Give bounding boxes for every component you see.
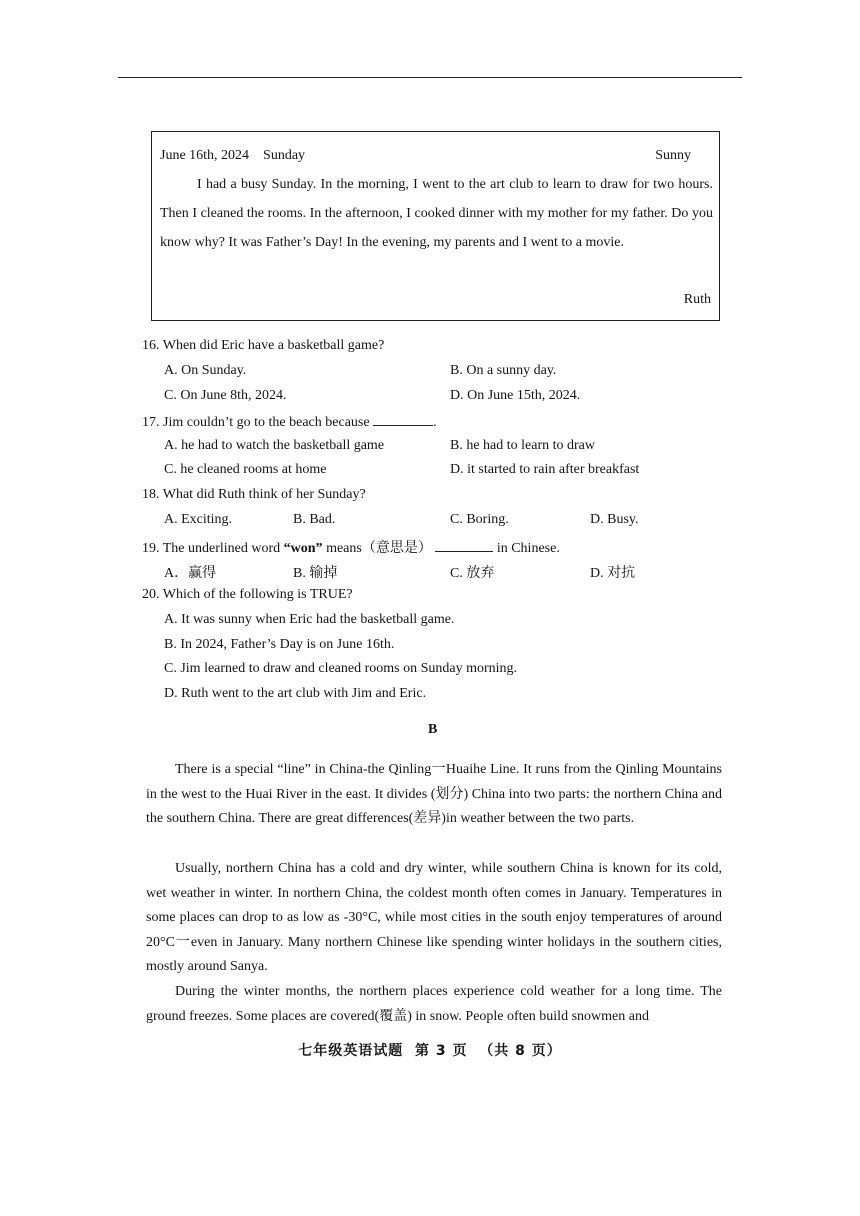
page-footer: 七年级英语试题 第 3 页 （共 8 页）: [298, 1043, 562, 1059]
diary-date: June 16th, 2024 Sunday: [160, 148, 306, 163]
q19-stem-mid: means（意思是）: [326, 541, 432, 556]
q18-option-c[interactable]: C. Boring.: [450, 512, 509, 527]
q17-stem: 17. Jim couldn’t go to the beach because: [142, 415, 370, 430]
diary-signature: Ruth: [683, 292, 711, 307]
q17-option-d[interactable]: D. it started to rain after breakfast: [450, 462, 640, 477]
question-16: 16. When did Eric have a basketball game?: [142, 338, 385, 353]
q17-option-b[interactable]: B. he had to learn to draw: [450, 438, 596, 453]
q19-target-word: “won”: [283, 541, 323, 556]
header-rule: [118, 77, 742, 78]
question-18: 18. What did Ruth think of her Sunday?: [142, 487, 366, 502]
q19-stem-end: in Chinese.: [496, 541, 560, 556]
q16-option-b[interactable]: B. On a sunny day.: [450, 363, 557, 378]
q19-blank: [435, 539, 493, 552]
q17-option-c[interactable]: C. he cleaned rooms at home: [164, 462, 327, 477]
q17-stem-end: .: [433, 415, 437, 430]
passage-paragraph-2: Usually, northern China has a cold and dry winter, while southern China is known for its cold, wet weather in winter. In northern China, the coldest month often comes in January. Temperatures in some places can drop to as low as -30°C, while most cities in the south enjoy temperatures of around 20°C一even in January. Many northern Chinese like spending winter holidays in the southern cities, mostly around Sanya.: [146, 861, 722, 974]
q19-option-a[interactable]: A．赢得: [164, 566, 217, 581]
q17-option-a[interactable]: A. he had to watch the basketball game: [164, 438, 385, 453]
q16-option-a[interactable]: A. On Sunday.: [164, 363, 247, 378]
section-b-title: B: [428, 722, 438, 737]
diary-entry-box: [151, 131, 720, 321]
passage-paragraph-1: There is a special “line” in China-the Qinling一Huaihe Line. It runs from the Qinling Mountains in the west to the Huai River in the east. It divides (划分) China into two parts: the northern China and the southern China. There are great differences(差异)in weather between the two parts.: [146, 762, 722, 826]
q16-option-d[interactable]: D. On June 15th, 2024.: [450, 388, 581, 403]
passage-paragraph-3: During the winter months, the northern places experience cold weather for a long time. The ground freezes. Some places are covered(覆盖) in snow. People often build snowmen and: [146, 984, 722, 1024]
q19-option-c[interactable]: C. 放弃: [450, 566, 495, 581]
diary-weather: Sunny: [655, 148, 691, 163]
question-20: 20. Which of the following is TRUE?: [142, 587, 353, 602]
q19-option-b[interactable]: B. 输掉: [293, 566, 338, 581]
q17-blank: [373, 413, 433, 426]
q19-stem: 19. The underlined word: [142, 541, 281, 556]
q18-option-a[interactable]: A. Exciting.: [164, 512, 233, 527]
diary-body: I had a busy Sunday. In the morning, I went to the art club to learn to draw for two hours. Then I cleaned the rooms. In the afternoon, I cooked dinner with my mother for my father. Do you know why? It was Father’s Day! In the evening, my parents and I went to a movie.: [160, 177, 713, 250]
q20-option-b[interactable]: B. In 2024, Father’s Day is on June 16th.: [164, 637, 395, 652]
q18-option-b[interactable]: B. Bad.: [293, 512, 336, 527]
q16-option-c[interactable]: C. On June 8th, 2024.: [164, 388, 287, 403]
q20-option-a[interactable]: A. It was sunny when Eric had the basketball game.: [164, 612, 455, 627]
question-19: [142, 537, 560, 557]
q19-option-d[interactable]: D. 对抗: [590, 566, 636, 581]
q20-option-c[interactable]: C. Jim learned to draw and cleaned rooms on Sunday morning.: [164, 661, 518, 676]
q20-option-d[interactable]: D. Ruth went to the art club with Jim and Eric.: [164, 686, 427, 701]
question-17: [142, 413, 437, 431]
q18-option-d[interactable]: D. Busy.: [590, 512, 639, 527]
